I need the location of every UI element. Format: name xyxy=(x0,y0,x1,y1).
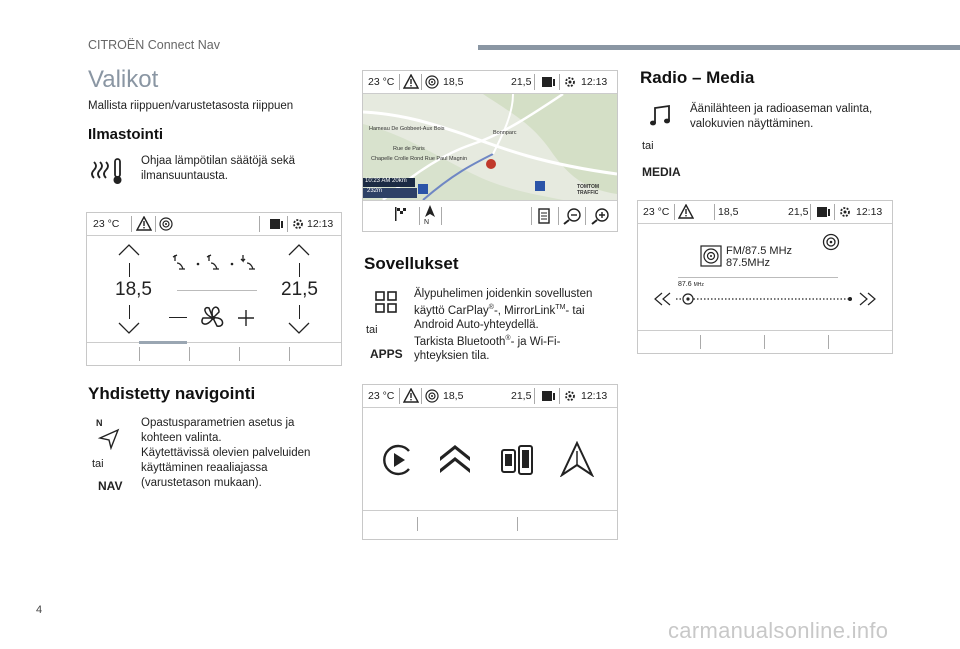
page-title: Valikot xyxy=(88,66,159,93)
left-temp-down-button[interactable] xyxy=(117,321,141,335)
carplay-icon[interactable] xyxy=(381,443,415,477)
left-temp: 18,5 xyxy=(443,76,464,88)
fan-plus-button[interactable] xyxy=(237,309,255,327)
outside-temp: 23 °C xyxy=(368,76,395,88)
settings-icon xyxy=(291,217,305,231)
mirrorlink-icon[interactable] xyxy=(499,443,535,477)
clock: 12:13 xyxy=(581,76,608,88)
android-auto-icon[interactable] xyxy=(559,441,595,477)
climate-description: Ohjaa lämpötilan säätöjä sekä ilmansuuntausta. xyxy=(141,155,296,182)
navigation-heading: Yhdistetty navigointi xyxy=(88,384,256,403)
radio-source-icon[interactable] xyxy=(822,233,840,251)
climate-icon xyxy=(90,156,126,186)
status-bar xyxy=(363,385,617,408)
seek-forward-button[interactable] xyxy=(856,291,878,307)
station-radio-icon xyxy=(700,245,722,267)
nav-icon: N xyxy=(96,418,122,450)
warning-icon xyxy=(403,388,419,403)
fan-icon xyxy=(197,302,229,334)
clock: 12:13 xyxy=(307,218,334,230)
right-temp-up-button[interactable] xyxy=(287,243,311,257)
phone-icon xyxy=(541,76,555,88)
climate-screen xyxy=(86,212,342,366)
right-temp-down-button[interactable] xyxy=(287,321,311,335)
warning-icon xyxy=(136,216,152,231)
navigation-description: Opastusparametrien asetus ja kohteen valinta. Käytettävissä olevien palveluiden käyttäminen reaaliajassa (varustetason mukaan). xyxy=(141,417,311,489)
radio-description: Äänilähteen ja radioaseman valinta, valokuvien näyttäminen. xyxy=(690,103,873,130)
right-temp: 21,5 xyxy=(511,390,532,402)
status-bar xyxy=(638,201,892,224)
climate-screen-nav-bar xyxy=(87,342,341,365)
phone-icon xyxy=(816,206,830,218)
left-temp-up-button[interactable] xyxy=(117,243,141,257)
seek-back-button[interactable] xyxy=(652,291,674,307)
zoom-out-icon[interactable] xyxy=(562,207,582,225)
clock: 12:13 xyxy=(581,390,608,402)
connectivity-icon xyxy=(425,389,439,403)
warning-icon xyxy=(403,74,419,89)
navigation-screen xyxy=(362,70,618,232)
settings-icon xyxy=(838,205,852,219)
left-temp: 18,5 xyxy=(443,390,464,402)
connectivity-icon xyxy=(159,217,173,231)
map-view[interactable]: Hameau De Gobbeet-Aux Bois Bonnparc Rue de Paris Chapelle Crolle Rond Rue Paul Magnin 10:23 AM 20km 232m TOMTOM TRAFFIC xyxy=(363,94,617,200)
status-bar xyxy=(363,71,617,94)
map-settings-icon[interactable] xyxy=(536,207,554,225)
radio-or-label: tai xyxy=(642,140,654,152)
clock: 12:13 xyxy=(856,206,883,218)
music-note-icon xyxy=(648,103,674,129)
map-distance: 232m xyxy=(363,188,417,198)
right-temperature: 21,5 xyxy=(281,279,318,300)
outside-temp: 23 °C xyxy=(643,206,670,218)
phone-icon xyxy=(541,390,555,402)
settings-icon xyxy=(563,75,577,89)
station-info: FM/87.5 MHz 87.5MHz xyxy=(726,245,793,269)
right-temp: 21,5 xyxy=(788,206,809,218)
right-temp: 21,5 xyxy=(511,76,532,88)
compass-icon[interactable] xyxy=(423,204,437,218)
settings-icon xyxy=(563,389,577,403)
zoom-in-icon[interactable] xyxy=(590,207,610,225)
watermark: carmanualsonline.info xyxy=(668,618,889,643)
apps-description: Älypuhelimen joidenkin sovellusten käyttö CarPlay®-, MirrorLink™- tai Android Auto-yhteydellä. Tarkista Bluetooth®- ja Wi-Fi- yhteyksien tila. xyxy=(414,288,593,362)
citroen-app-icon[interactable] xyxy=(437,441,473,477)
map-toolbar: N xyxy=(363,200,617,231)
header-title: CITROËN Connect Nav xyxy=(88,38,220,52)
apps-or-label: tai xyxy=(366,324,378,336)
status-bar xyxy=(87,213,341,236)
left-temp: 18,5 xyxy=(718,206,739,218)
page-subtitle: Mallista riippuen/varustetasosta riippuen xyxy=(88,100,294,112)
radio-screen-nav-bar xyxy=(638,330,892,353)
outside-temp: 23 °C xyxy=(93,218,120,230)
connectivity-icon xyxy=(425,75,439,89)
tomtom-logo: TOMTOM TRAFFIC xyxy=(577,184,600,196)
map-eta: 10:23 AM 20km xyxy=(363,178,415,187)
outside-temp: 23 °C xyxy=(368,390,395,402)
apps-screen-nav-bar xyxy=(363,510,617,539)
nav-or-label: tai xyxy=(92,458,104,470)
apps-heading: Sovellukset xyxy=(364,254,459,273)
climate-heading: Ilmastointi xyxy=(88,126,164,143)
phone-icon xyxy=(269,218,283,230)
frequency-readout: 87.6 MHz xyxy=(678,281,704,288)
nav-button-label: NAV xyxy=(98,479,123,493)
apps-grid-icon xyxy=(374,290,398,314)
finish-flag-icon[interactable] xyxy=(393,206,409,222)
airflow-mode-icons[interactable] xyxy=(169,253,263,275)
radio-screen xyxy=(637,200,893,354)
header-bar xyxy=(478,45,960,50)
radio-heading: Radio – Media xyxy=(640,68,755,87)
page-number: 4 xyxy=(36,604,43,616)
fan-minus-button[interactable] xyxy=(169,317,187,318)
apps-button-label: APPS xyxy=(370,347,403,361)
warning-icon xyxy=(678,204,694,219)
apps-screen xyxy=(362,384,618,540)
left-temperature: 18,5 xyxy=(115,279,152,300)
radio-button-label: MEDIA xyxy=(642,165,681,179)
tuner-slider[interactable] xyxy=(674,292,854,306)
